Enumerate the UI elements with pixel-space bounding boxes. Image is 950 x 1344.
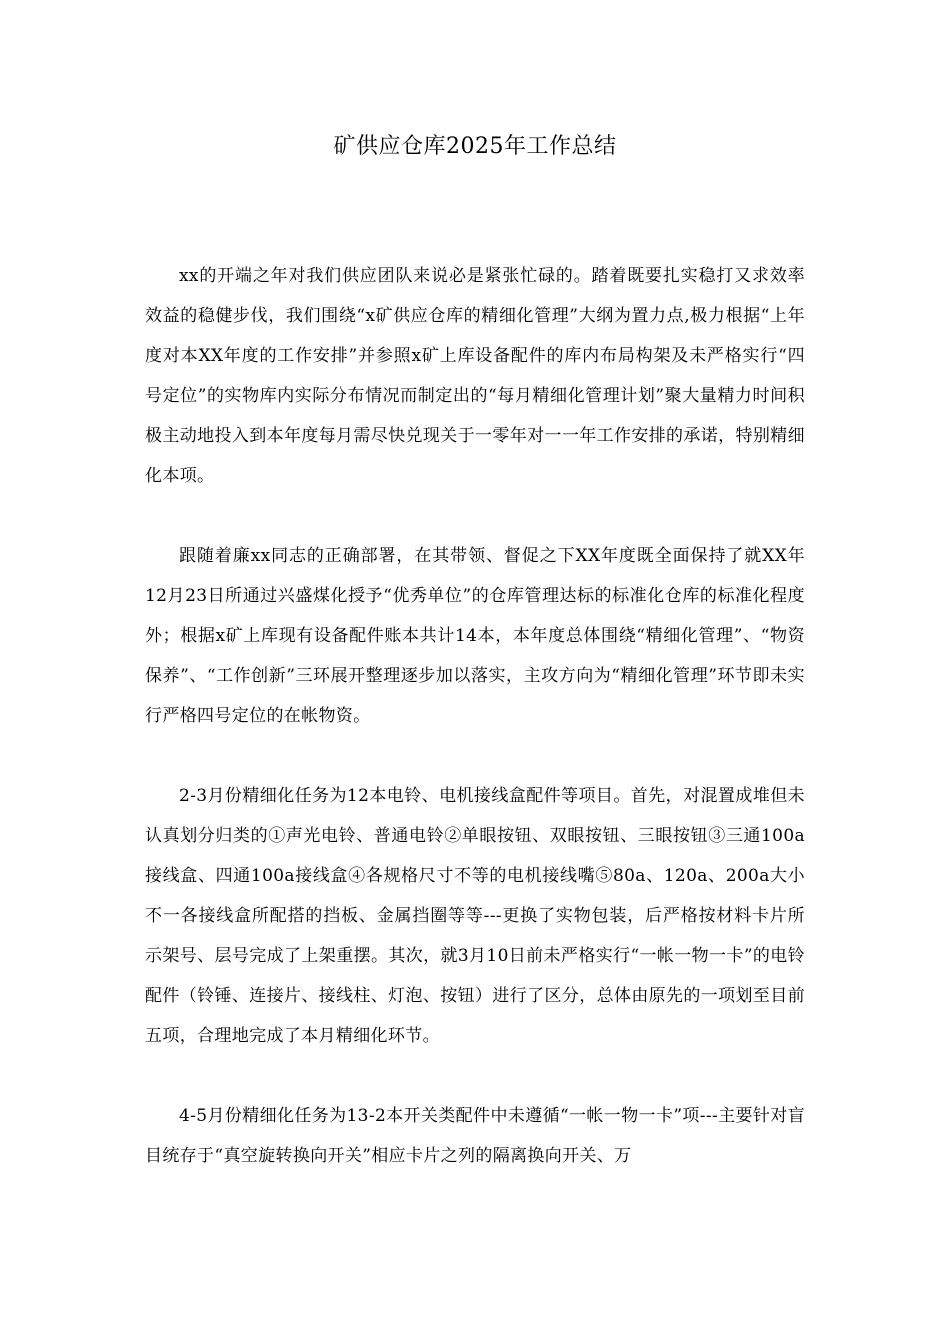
paragraph-2: 跟随着廉xx同志的正确部署，在其带领、督促之下XX年度既全面保持了就XX年12月23日所通过兴盛煤化授予“优秀单位”的仓库管理达标的标准化仓库的标准化程度外；根据x矿上库现有设备配件账本共计14本，本年度总体围绕“精细化管理”、“物资保养”、“工作创新”三环展开整理逐步加以落实，主攻方向为“精细化管理”环节即未实行严格四号定位的在帐物资。: [145, 546, 805, 726]
document-body: [145, 256, 805, 1216]
document-title: 矿供应仓库2025年工作总结: [333, 134, 617, 159]
paragraph-1: xx的开端之年对我们供应团队来说必是紧张忙碌的。踏着既要扎实稳打又求效率效益的稳健步伐，我们围绕“x矿供应仓库的精细化管理”大纲为置力点,极力根据“上年度对本XX年度的工作安排”并参照x矿上库设备配件的库内布局构架及未严格实行“四号定位”的实物库内实际分布情况而制定出的“每月精细化管理计划”聚大量精力时间积极主动地投入到本年度每月需尽快兑现关于一零年对一一年工作安排的承诺，特别精细化本项。: [145, 266, 805, 486]
paragraph-4: 4-5月份精细化任务为13-2本开关类配件中未遵循“一帐一物一卡”项---主要针对盲目统存于“真空旋转换向开关”相应卡片之列的隔离换向开关、万: [145, 1106, 805, 1166]
paragraph-3: 2-3月份精细化任务为12本电铃、电机接线盒配件等项目。首先，对混置成堆但未认真划分归类的①声光电铃、普通电铃②单眼按钮、双眼按钮、三眼按钮③三通100a接线盒、四通100a接线盒④各规格尺寸不等的电机接线嘴⑤80a、120a、200a大小不一各接线盒所配搭的挡板、金属挡圈等等---更换了实物包装，后严格按材料卡片所示架号、层号完成了上架重摆。其次，就3月10日前未严格实行“一帐一物一卡”的电铃配件（铃锤、连接片、接线柱、灯泡、按钮）进行了区分，总体由原先的一项划至目前五项，合理地完成了本月精细化环节。: [145, 786, 805, 1046]
